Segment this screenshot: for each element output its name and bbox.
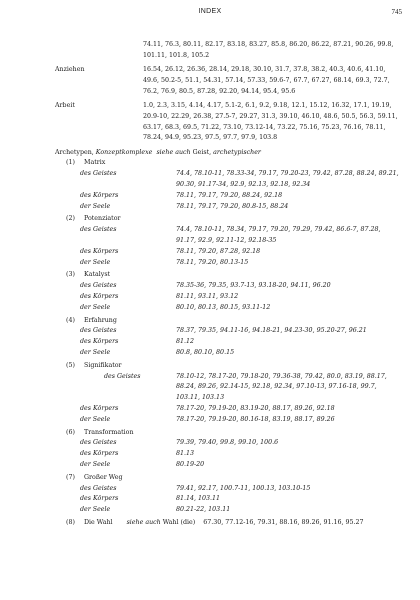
subentry-row <box>0 281 420 292</box>
subentry-name: Erfahrung <box>84 316 117 324</box>
subentry-heading <box>0 428 420 439</box>
row-references: 78.35-36, 79.35, 93.7-13, 93.18-20, 94.11, 96.20 <box>176 282 331 290</box>
subentry-number: (4) <box>66 316 75 324</box>
entry-references: 16.54, 26.12, 26.36, 28.14, 29.18, 30.10, 31.7, 37.8, 38.2, 40.3, 40.6, 41.10, 49.6, 50.2-5, 51.1, 54.31, 57.14, 57.33, 59.6-7, 67.7, 67.27, 68.14, 69.3, 72.7, 76.2, 76.9, 80.5, 87.28, 92.20, 94.14, 95.4, 95.6 <box>143 66 390 95</box>
index-body <box>0 40 420 529</box>
row-references: 79.41, 92.17, 100.7-11, 100.13, 103.10-15 <box>176 484 311 492</box>
subentry-row <box>0 191 420 202</box>
subentry-row <box>0 258 420 269</box>
row-label: des Körpers <box>80 450 119 458</box>
row-references: 78.11, 79.20, 87.28, 92.18 <box>176 247 261 255</box>
row-label: der Seele <box>80 506 111 514</box>
archetypen-heading <box>0 148 420 159</box>
row-label: der Seele <box>80 258 111 266</box>
subentry-row <box>0 438 420 449</box>
subentry-name: Die Wahl <box>84 518 113 526</box>
subentry-heading <box>0 158 420 169</box>
row-label: des Körpers <box>80 405 119 412</box>
subentry-heading <box>0 270 420 281</box>
row-references: 78.10-12, 78.17-20, 79.18-20, 79.36-38, 79.42, 80.0, 83.19, 88.17, 88.24, 89.26, 92.14-15, 92.18, 92.34, 97.10-13, 97.16-18, 99.7, 103.11, 103.13 <box>176 372 387 402</box>
subentry-heading <box>0 473 420 484</box>
subentry-name: Signifikator <box>84 361 122 369</box>
subentry-row <box>0 303 420 314</box>
row-label: des Körpers <box>80 338 119 346</box>
subentry-die-wahl <box>0 518 420 529</box>
heading-plain: Archetypen, <box>55 148 94 156</box>
page-header <box>0 0 420 24</box>
entry-headword: Arbeit <box>55 101 75 109</box>
entry-references: 1.0, 2.3, 3.15, 4.14, 4.17, 5.1-2, 6.1, 9.2, 9.18, 12.1, 15.12, 16.32, 17.1, 19.19, 20.9-10, 22.29, 26.38, 27.5-7, 29.27, 31.3, 39.10, 46.10, 48.6, 50.5, 56.3, 59.11, 63.17, 68.3, 69.5, 71.22, 73.10, 73.12-14, 73.22, 75.16, 75.23, 76.16, 78.11, 78.24, 94.9, 95.23, 97.5, 97.7, 97.9, 103.8 <box>143 101 398 142</box>
row-label: des Geistes <box>80 484 117 492</box>
subentry-number: (3) <box>66 271 75 279</box>
row-label: des Körpers <box>80 247 119 255</box>
subentry-row <box>0 348 420 359</box>
row-references: 80.10, 80.13, 80.15, 93.11-12 <box>176 303 271 311</box>
entry-references: 67.30, 77.12-16, 79.31, 88.16, 89.26, 91.16, 95.27 <box>203 518 364 526</box>
running-title: INDEX <box>198 8 222 15</box>
row-label: der Seele <box>80 349 111 357</box>
row-references: 78.11, 79.20, 80.13-15 <box>176 258 249 266</box>
row-references: 81.11, 93.11, 93.12 <box>176 293 239 301</box>
index-entry <box>0 101 420 144</box>
row-references: 78.17-20, 79.19-20, 80.16-18, 83.19, 88.17, 89.26 <box>176 415 335 423</box>
subentry-row <box>0 484 420 495</box>
row-references: 81.14, 103.11 <box>176 495 221 503</box>
row-references: 78.11, 79.17, 79.20, 80.8-15, 88.24 <box>176 202 289 210</box>
heading-italic: Konzeptkomplexe <box>95 148 153 156</box>
row-label: des Geistes <box>80 439 117 447</box>
subentry-heading <box>0 361 420 372</box>
row-label: der Seele <box>80 415 111 423</box>
continued-references: 74.11, 76.3, 80.11, 82.17, 83.18, 83.27, 85.8, 86.20, 86.22, 87.21, 90.26, 99.8, 101.11, 101.8, 105.2 <box>143 41 394 59</box>
row-label: des Geistes <box>80 282 117 290</box>
subentry-name: Transformation <box>84 428 134 436</box>
subentry-number: (7) <box>66 473 75 481</box>
see-target: Geist, <box>192 148 212 156</box>
row-references: 80.21-22, 103.11 <box>176 506 231 514</box>
row-references: 74.4, 78.10-11, 78.33-34, 79.17, 79.20-23, 79.42, 87.28, 88.24, 89.21, 90.30, 91.17-34, 92.9, 92.13, 92.18, 92.34 <box>176 170 399 189</box>
subentry-row <box>0 169 420 191</box>
subentry-number: (8) <box>66 518 75 526</box>
subentry-row <box>0 415 420 426</box>
row-label: des Körpers <box>80 495 119 503</box>
row-references: 78.11, 79.17, 79.20, 88.24, 92.18 <box>176 191 283 199</box>
row-label: des Körpers <box>80 191 119 199</box>
row-label: des Körpers <box>80 293 119 301</box>
see-target: Wahl (die) <box>162 518 196 526</box>
subentry-number: (2) <box>66 215 75 223</box>
row-label: der Seele <box>80 460 111 468</box>
row-references: 79.39, 79.40, 99.8, 99.10, 100.6 <box>176 439 279 447</box>
row-label: der Seele <box>80 303 111 311</box>
subentry-row <box>0 460 420 471</box>
subentry-heading <box>0 214 420 225</box>
subentry-name: Matrix <box>84 159 106 167</box>
subentry-heading <box>0 316 420 327</box>
entry-headword: Anziehen <box>55 66 85 74</box>
see-also: siehe auch <box>126 518 161 526</box>
row-references: 78.37, 79.35, 94.11-16, 94.18-21, 94.23-30, 95.20-27, 96.21 <box>176 327 367 335</box>
row-label: der Seele <box>80 202 111 210</box>
subentry-name: Potenziator <box>84 215 121 223</box>
row-label: des Geistes <box>80 327 117 335</box>
row-references: 78.17-20, 79.19-20, 83.19-20, 88.17, 89.26, 92.18 <box>176 405 335 412</box>
subentry-row <box>0 326 420 337</box>
subentry-row <box>0 225 420 247</box>
subentry-number: (6) <box>66 428 75 436</box>
subentry-row <box>0 337 420 348</box>
subentry-row <box>0 372 420 404</box>
row-references: 81.13 <box>176 450 195 458</box>
subentry-row <box>0 247 420 258</box>
index-entry <box>0 65 420 97</box>
row-label: des Geistes <box>80 226 117 234</box>
subentry-name: Katalyst <box>84 271 111 279</box>
subentry-row <box>0 449 420 460</box>
subentry-number: (1) <box>66 159 75 167</box>
subentry-row <box>0 292 420 303</box>
subentry-number: (5) <box>66 361 75 369</box>
subentry-row <box>0 505 420 516</box>
subentry-row <box>0 494 420 505</box>
page-number: 745 <box>391 8 402 16</box>
subentry-name: Großer Weg <box>84 473 123 481</box>
archetype-subentries <box>0 158 420 518</box>
row-references: 80.8, 80.10, 80.15 <box>176 349 235 357</box>
see-also: siehe auch <box>156 148 191 156</box>
row-references: 81.12 <box>176 338 195 346</box>
row-references: 74.4, 78.10-11, 78.34, 79.17, 79.20, 79.29, 79.42, 86.6-7, 87.28, 91.17, 92.9, 92.11-12, 92.18-35 <box>176 226 381 245</box>
row-label: des Geistes <box>104 372 141 380</box>
subentry-row <box>0 404 420 415</box>
row-references: 80.19-20 <box>176 460 205 468</box>
subentry-row <box>0 202 420 213</box>
see-target-italic: archetypischer <box>213 148 261 156</box>
row-label: des Geistes <box>80 170 117 178</box>
